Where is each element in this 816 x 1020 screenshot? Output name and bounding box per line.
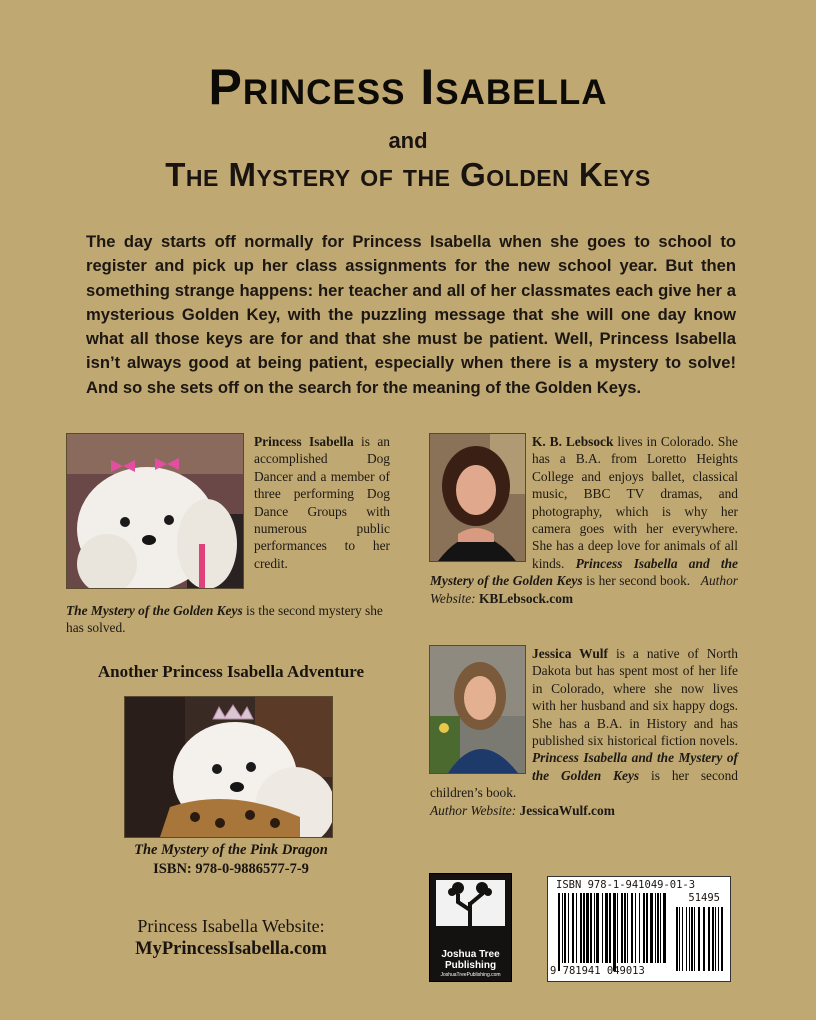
- barcode-bar: [657, 893, 659, 963]
- another-adventure-heading: Another Princess Isabella Adventure: [97, 662, 365, 681]
- barcode-bar: [617, 893, 618, 963]
- barcode-bar: [660, 893, 661, 963]
- pink-dragon-isbn: ISBN: 978-0-9886577-7-9: [153, 861, 309, 877]
- isabella-bio-text: is an accomplished Dog Dancer and a member of three performing Dog Dance Groups with numerous public performances to her credit.: [254, 434, 390, 571]
- barcode-bar: [613, 893, 616, 971]
- photo-spacer-2: [430, 645, 532, 775]
- author1-book: Princess Isabella and the Mystery of the Golden Keys: [430, 555, 738, 589]
- pink-dragon-title: The Mystery of the Pink Dragon: [134, 842, 328, 858]
- author2-bio-text: is a native of North Dakota but has spent most of her life in Colorado, where she now lives with her husband and six happy dogs. She has a B.A. in History and has published six historical fiction novels.: [532, 646, 738, 749]
- isabella-bio: [254, 433, 390, 572]
- barcode-bar: [602, 893, 603, 963]
- publisher-name-line2: Publishing: [444, 960, 497, 971]
- ean-digits: 9 781941 049013: [550, 965, 645, 977]
- barcode-addon-bar: [679, 907, 680, 971]
- title-and: and: [388, 128, 428, 153]
- pink-dragon-photo: [124, 696, 333, 838]
- kb-lebsock-bio: [430, 433, 738, 607]
- princess-isabella-photo: [66, 433, 244, 589]
- barcode-bar: [627, 893, 628, 963]
- barcode-addon-bar: [712, 907, 714, 971]
- barcode-bar: [583, 893, 585, 963]
- barcode-addon-bar: [715, 907, 716, 971]
- price-code: 51495: [688, 892, 720, 904]
- barcode-addon-bar: [698, 907, 700, 971]
- barcode-bar: [646, 893, 648, 963]
- barcode-bar: [586, 893, 589, 963]
- barcode-bar: [576, 893, 577, 963]
- barcode-bar: [572, 893, 574, 963]
- publisher-url: JoshuaTreePublishing.com: [440, 972, 501, 978]
- barcode-bar: [609, 893, 611, 963]
- barcode-bar: [594, 893, 595, 963]
- isbn-label: ISBN 978-1-941049-01-3: [556, 879, 696, 891]
- barcode-bar: [624, 893, 626, 963]
- barcode-bar: [639, 893, 640, 963]
- barcode-addon-bar: [691, 907, 693, 971]
- dog-photo-illustration: [67, 434, 243, 588]
- barcode-bar: [580, 893, 582, 963]
- barcode-addon-bar: [694, 907, 695, 971]
- barcode-bar: [596, 893, 599, 963]
- barcode-bar: [621, 893, 623, 963]
- author2-site-label: Author Website:: [430, 802, 520, 818]
- barcode-bar: [568, 893, 569, 963]
- barcode-bar: [650, 893, 653, 963]
- jessica-wulf-bio: [430, 645, 738, 819]
- isbn-barcode-box: [547, 876, 731, 982]
- author1-site-label: Author Website:: [430, 573, 738, 606]
- barcode-bar: [562, 893, 563, 963]
- barcode-addon-bar: [708, 907, 710, 971]
- barcode-addon-bar: [686, 907, 687, 971]
- barcode-addon-bar: [703, 907, 705, 971]
- website-label: Princess Isabella Website:: [137, 916, 325, 936]
- dog-tiara-illustration: [125, 697, 332, 837]
- barcode-bar: [655, 893, 656, 963]
- book-blurb: The day starts off normally for Princess Isabella when she goes to school to register and pick up her class assignments for the new school year. But then something strange happens: her teacher and all of her classmates each give her a mysterious Golden Key, with the puzzling message that she will one day know what all those keys are for and that she must be patient. Well, Princess Isabella isn’t always good at being patient, especially when there is a mystery to solve! And so she sets off on the search for the meaning of the Golden Keys.: [86, 232, 736, 397]
- barcode-bar: [590, 893, 592, 963]
- barcode-addon-bar: [718, 907, 719, 971]
- barcode-bar: [631, 893, 633, 963]
- isabella-name: Princess Isabella: [254, 434, 354, 449]
- publisher-logo: [429, 873, 512, 982]
- author2-name: Jessica Wulf: [532, 646, 608, 661]
- isabella-mystery-note: [66, 602, 396, 637]
- author1-book-tail: is her second book.: [582, 573, 691, 589]
- barcode-bar: [635, 893, 636, 963]
- barcode-bar: [605, 893, 608, 963]
- photo-spacer-1: [430, 433, 532, 563]
- publisher-name-line1: Joshua Tree: [441, 949, 500, 960]
- book-subtitle: The Mystery of the Golden Keys: [165, 156, 651, 193]
- author2-book-tail: is her second children’s book.: [430, 767, 738, 801]
- author2-site[interactable]: JessicaWulf.com: [519, 802, 615, 818]
- barcode-addon-bar: [721, 907, 723, 971]
- mystery-note-text: is the second mystery she has solved.: [66, 603, 383, 636]
- barcode-addon-bar: [676, 907, 678, 971]
- barcode-addon-bar: [682, 907, 683, 971]
- author1-name: K. B. Lebsock: [532, 434, 614, 449]
- author1-bio-text: lives in Colorado. She has a B.A. from Loretto Heights College and enjoys ballet, classical music, BBC TV dramas, and photography, which is why her camera goes with her everywhere. She has a deep love for animals of all kinds.: [532, 434, 738, 571]
- barcode-addon-bar: [689, 907, 690, 971]
- author2-book: Princess Isabella and the Mystery of the Golden Keys: [532, 750, 738, 783]
- mystery-title: The Mystery of the Golden Keys: [66, 603, 243, 618]
- book-title: Princess Isabella: [208, 59, 608, 115]
- barcode-bar: [663, 893, 666, 963]
- website-url[interactable]: MyPrincessIsabella.com: [135, 939, 327, 959]
- barcode-bar: [643, 893, 645, 963]
- barcode-bar: [564, 893, 566, 963]
- author1-site[interactable]: KBLebsock.com: [478, 590, 574, 606]
- joshua-tree-icon: [430, 874, 511, 944]
- barcode-bar: [558, 893, 560, 971]
